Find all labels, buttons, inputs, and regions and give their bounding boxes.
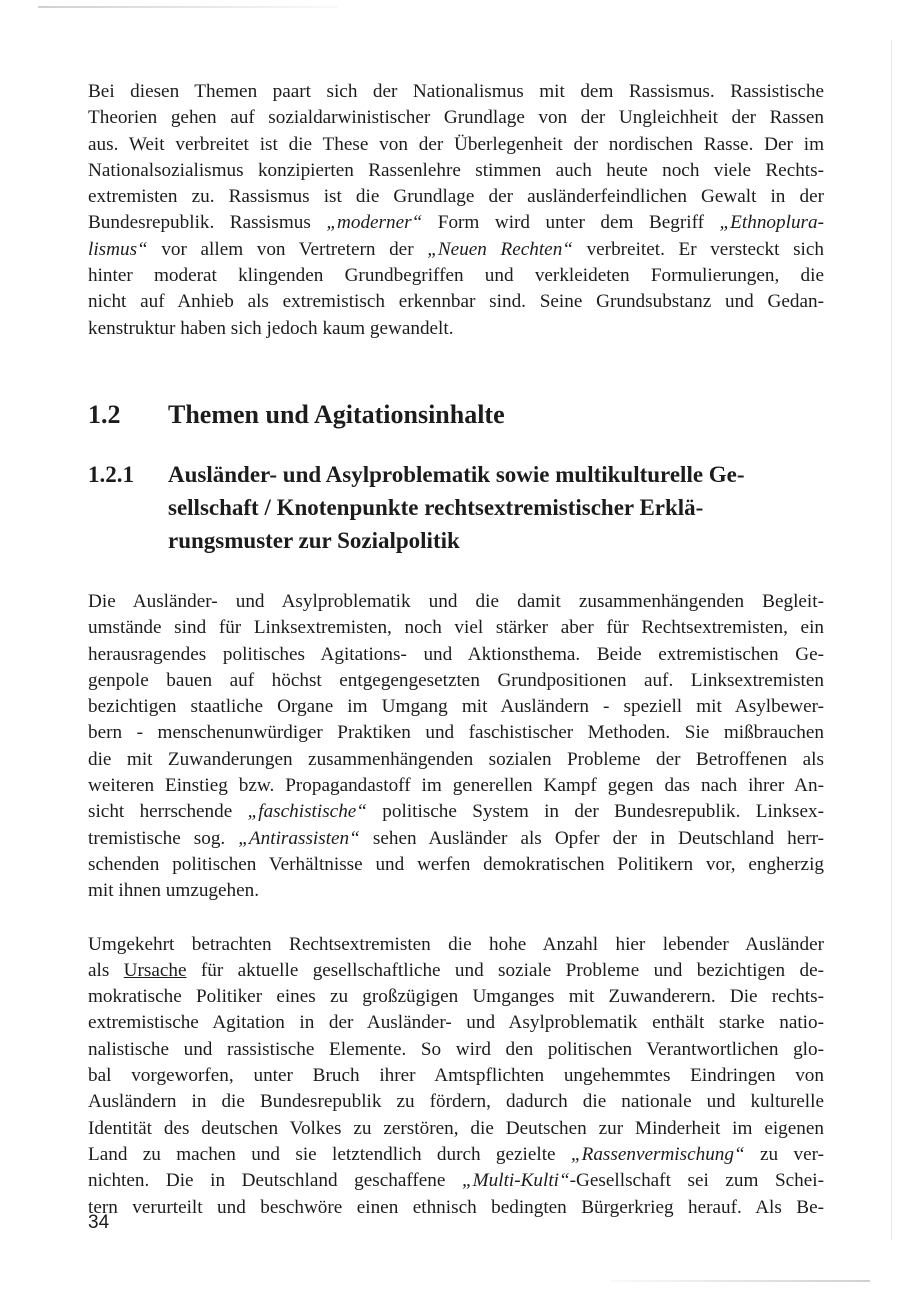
italic-term-moderner: „moderner“ — [326, 212, 423, 234]
text-run: Land zu machen und sie letztendlich durch gezielte — [88, 1143, 571, 1165]
text-line: nicht auf Anhieb als extremistisch erkennbar sind. Seine Grundsubstanz und Gedan- — [88, 291, 824, 313]
section-number: 1.2 — [88, 399, 121, 429]
text-line: Identität des deutschen Volkes zu zerstören, die Deutschen zur Minderheit im eigenen — [88, 1117, 824, 1139]
page-number: 34 — [88, 1212, 110, 1233]
subsection-title-line: Ausländer- und Asylproblematik sowie multikulturelle Ge- — [168, 461, 745, 487]
text-run: vor allem von Vertretern der — [147, 238, 428, 260]
text-line — [88, 1168, 824, 1194]
text-line: weiteren Einstieg bzw. Propagandastoff im generellen Kampf gegen das nach ihrer An- — [88, 775, 824, 797]
text-line — [88, 237, 824, 263]
text-line: bal vorgeworfen, unter Bruch ihrer Amtspflichten ungehemmtes Eindringen von — [88, 1065, 824, 1087]
text-line: Theorien gehen auf sozialdarwinistischer Grundlage von der Ungleichheit der Rassen — [88, 107, 824, 129]
text-line: Bei diesen Themen paart sich der Nationalismus mit dem Rassismus. Rassistische — [88, 81, 824, 102]
italic-term-multi-kulti: „Multi-Kulti“ — [461, 1170, 570, 1192]
text-run: verbreitet. Er versteckt sich — [572, 238, 824, 260]
text-line: bern - menschenunwürdiger Praktiken und faschistischer Methoden. Sie mißbrauchen — [88, 722, 824, 744]
text-line — [88, 958, 824, 984]
italic-term-faschistische: „faschistische“ — [247, 801, 367, 823]
text-line: extremisten zu. Rassismus ist die Grundlage der ausländerfeindlichen Gewalt in der — [88, 186, 824, 208]
text-line: herausragendes politisches Agitations- und Aktionsthema. Beide extremistischen Ge- — [88, 643, 824, 665]
text-line: Die Ausländer- und Asylproblematik und die damit zusammenhängenden Begleit- — [88, 590, 824, 612]
text-line: Nationalsozialismus konzipierten Rassenlehre stimmen auch heute noch viele Rechts- — [88, 159, 824, 181]
italic-term-rassenvermischung: „Rassenvermischung“ — [570, 1143, 745, 1165]
text-line: genpole bauen auf höchst entgegengesetzten Grundpositionen auf. Linksextremisten — [88, 669, 824, 691]
text-line: mit ihnen umzugehen. — [88, 880, 260, 902]
paragraph-nationalism-racism — [88, 79, 824, 342]
underlined-term-ursache: Ursache — [123, 959, 187, 981]
text-line — [88, 826, 824, 852]
text-line — [88, 210, 824, 236]
text-run: für aktuelle gesellschaftliche und soziale Probleme und bezichtigen de- — [186, 959, 824, 981]
scan-edge-right — [891, 40, 892, 1240]
subsection-title — [168, 458, 824, 557]
text-run: nichten. Die in Deutschland geschaffene — [88, 1170, 462, 1192]
text-line: Umgekehrt betrachten Rechtsextremisten die hohe Anzahl hier lebender Ausländer — [88, 933, 824, 955]
text-run: Form wird unter dem Begriff — [422, 212, 720, 234]
subsection-title-line: sellschaft / Knotenpunkte rechtsextremistischer Erklä- — [168, 494, 704, 520]
text-run: zu ver- — [744, 1143, 824, 1165]
text-run: sicht herrschende — [88, 801, 248, 823]
text-line: aus. Weit verbreitet ist die These von der Überlegenheit der nordischen Rasse. Der im — [88, 133, 824, 155]
text-run: als — [88, 959, 124, 981]
text-line: schenden politischen Verhältnisse und werfen demokratischen Politikern vor, engherzig — [88, 853, 824, 875]
italic-term-ethnopluralismus: „Ethnoplura- — [719, 212, 824, 234]
scan-edge-top — [38, 6, 338, 8]
italic-term-antirassisten: „Antirassisten“ — [238, 827, 360, 849]
text-line: umstände sind für Linksextremisten, noch viel stärker aber für Rechtsextremisten, ein — [88, 617, 824, 639]
paragraph-asylum-issue — [88, 589, 824, 905]
paragraph-right-wing-agitation — [88, 932, 824, 1221]
text-run: sehen Ausländer als Opfer der in Deutschland herr- — [359, 827, 824, 849]
subsection-number: 1.2.1 — [88, 461, 134, 487]
text-line: hinter moderat klingenden Grundbegriffen und verkleideten Formulierungen, die — [88, 265, 824, 287]
document-page — [88, 79, 824, 1221]
text-line: Ausländern in die Bundesrepublik zu fördern, dadurch die nationale und kulturelle — [88, 1091, 824, 1113]
text-line: bezichtigen staatliche Organe im Umgang mit Ausländern - speziell mit Asylbewer- — [88, 696, 824, 718]
text-run: politische System in der Bundesrepublik. Linksex- — [366, 801, 824, 823]
italic-term-neue-rechte: „Neuen Rechten“ — [427, 238, 573, 260]
italic-term-ethnopluralismus-cont: lismus“ — [88, 238, 148, 260]
text-line — [88, 799, 824, 825]
text-line: die mit Zuwanderungen zusammenhängenden sozialen Probleme der Betroffenen als — [88, 748, 824, 770]
text-line — [88, 1142, 824, 1168]
subsection-title-line: rungsmuster zur Sozialpolitik — [168, 527, 460, 553]
section-heading — [88, 399, 824, 431]
section-title: Themen und Agitationsinhalte — [168, 399, 505, 429]
scan-edge-bottom — [610, 1280, 870, 1282]
text-line: kenstruktur haben sich jedoch kaum gewandelt. — [88, 317, 454, 339]
text-run: Bundesrepublik. Rassismus — [88, 212, 327, 234]
text-line: tern verurteilt und beschwöre einen ethnisch bedingten Bürgerkrieg herauf. Als Be- — [88, 1196, 824, 1218]
text-run: tremistische sog. — [88, 827, 239, 849]
text-run: -Gesellschaft sei zum Schei- — [569, 1170, 825, 1192]
text-line: mokratische Politiker eines zu großzügigen Umganges mit Zuwanderern. Die rechts- — [88, 986, 824, 1008]
text-line: nalistische und rassistische Elemente. So wird den politischen Verantwortlichen glo- — [88, 1038, 824, 1060]
subsection-heading — [88, 458, 824, 557]
text-line: extremistische Agitation in der Ausländer- und Asylproblematik enthält starke natio- — [88, 1012, 824, 1034]
